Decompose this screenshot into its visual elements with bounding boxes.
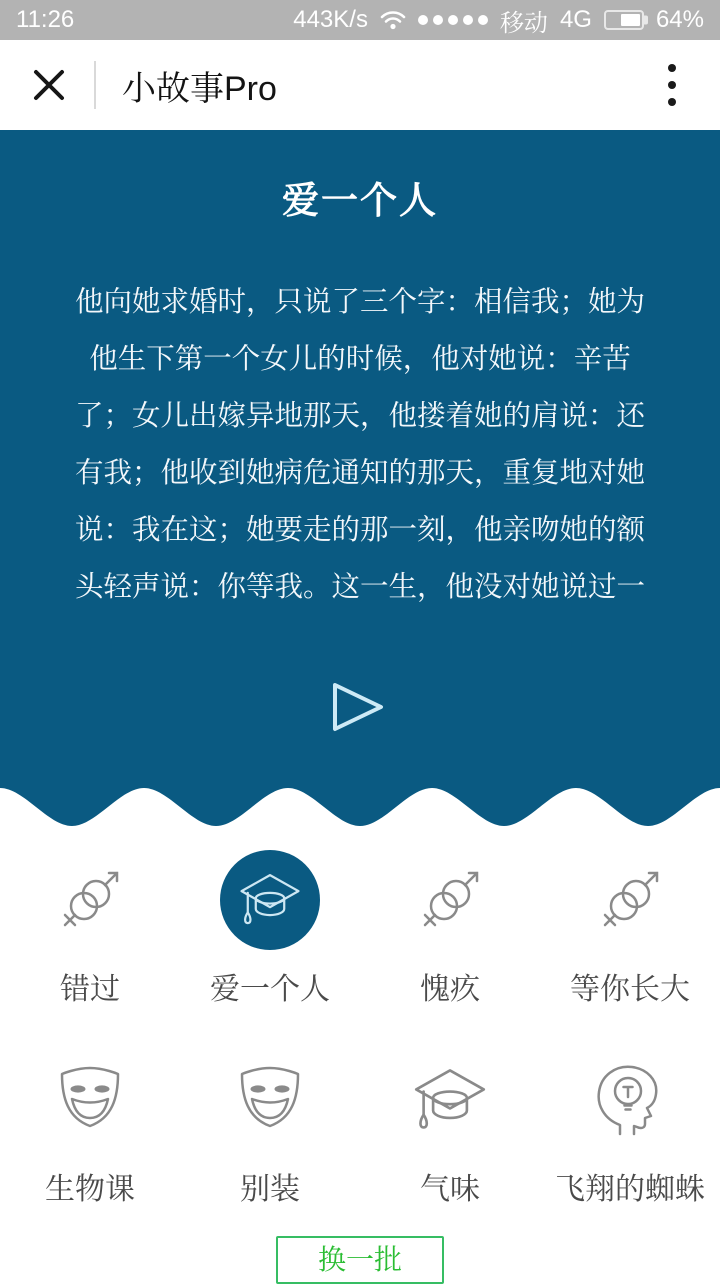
head-bulb-icon [590,1050,670,1150]
play-button[interactable] [329,680,391,734]
story-item-feixiangdezhizhu[interactable] [540,1050,720,1208]
story-body-text: 他向她求婚时，只说了三个字：相信我；她为他生下第一个女儿的时候，他对她说：辛苦了；女儿出嫁异地那天，他搂着她的肩说：还有我；他收到她病危通知的那天，重复地对她说：我在这；她要走的那一刻，他亲吻她的额头轻声说：你等我。这一生，他没对她说过一 [74,286,645,603]
page-title: 小故事Pro [122,69,277,108]
app-header [0,40,720,130]
battery-percent: 64% [655,6,704,33]
battery-icon [604,10,644,30]
status-bar [0,0,720,40]
story-item-kuijiu[interactable] [360,850,540,1008]
story-item-qiwei[interactable] [360,1050,540,1208]
wifi-icon [380,9,406,31]
mask-icon [50,1050,130,1150]
network-speed: 443K/s [293,6,368,33]
header-divider [94,61,96,109]
story-item-cuoguo[interactable] [0,850,180,1008]
gender-icon [594,850,666,950]
story-item-biezhuang[interactable] [180,1050,360,1208]
story-grid [0,828,720,1208]
story-item-shengwuke[interactable] [0,1050,180,1208]
gender-icon [54,850,126,950]
story-item-label: 等你长大 [570,973,690,1006]
carrier-label: 移动 [499,9,548,37]
gender-icon [414,850,486,950]
status-time: 11:26 [16,6,75,33]
story-item-label: 愧疚 [420,973,480,1006]
network-type-label: 4G [559,6,592,33]
story-item-label: 生物课 [45,1173,135,1206]
kebab-menu-icon[interactable] [664,60,680,110]
story-item-label: 飞翔的蜘蛛 [555,1173,705,1206]
mask-icon [230,1050,310,1150]
story-item-aiyigeren[interactable] [180,850,360,1008]
story-item-label: 错过 [60,973,120,1006]
story-item-label: 爱一个人 [210,973,330,1006]
story-item-dengnizhangda[interactable] [540,850,720,1008]
wave-divider [0,782,720,828]
play-icon [329,680,391,734]
story-item-label: 别装 [240,1173,300,1206]
grad-cap-icon [412,1050,488,1150]
refresh-batch-button[interactable]: 换一批 [276,1236,444,1284]
signal-dots-icon [418,15,488,25]
story-title: 爱一个人 [282,180,438,221]
grad-cap-icon [220,850,320,950]
story-item-label: 气味 [420,1173,480,1206]
close-icon[interactable] [30,66,68,104]
story-panel [0,130,720,782]
